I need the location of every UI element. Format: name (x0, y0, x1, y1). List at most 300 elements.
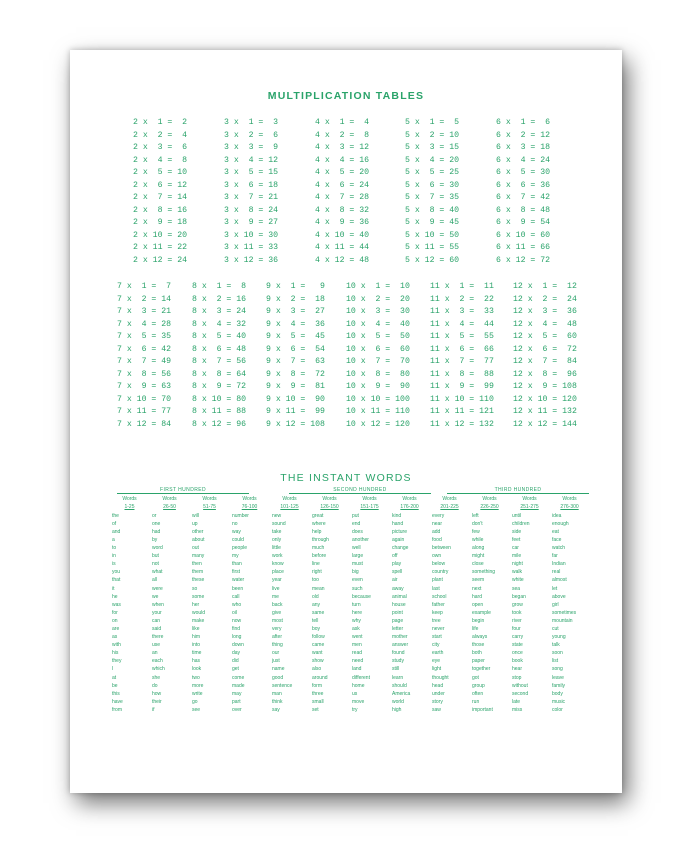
instant-word: enough (552, 520, 569, 527)
column-header: Words (402, 496, 417, 502)
worksheet-page (70, 50, 622, 793)
instant-word: end (352, 520, 361, 527)
multiplication-fact: 9 x 3 = 27 (266, 307, 325, 316)
multiplication-fact: 12 x 2 = 24 (513, 294, 577, 304)
instant-word: have (112, 698, 123, 705)
instant-word: saw (432, 706, 441, 713)
column-header: Words (202, 496, 217, 502)
multiplication-fact: 10 x 4 = 40 (346, 319, 410, 329)
instant-word: hand (392, 520, 404, 527)
instant-word: take (272, 528, 282, 535)
instant-word: put (352, 512, 359, 519)
multiplication-fact: 10 x 5 = 50 (346, 332, 410, 341)
column-range: 201-225 (440, 504, 459, 511)
instant-word: most (272, 617, 283, 624)
multiplication-fact: 12 x 4 = 48 (513, 319, 577, 329)
multiplication-fact: 5 x 2 = 10 (405, 130, 460, 140)
instant-word: live (272, 585, 280, 592)
word-column-176-200 (390, 495, 429, 714)
multiplication-fact: 10 x 2 = 20 (346, 294, 410, 304)
instant-word: between (432, 545, 451, 552)
multiplication-fact: 7 x 4 = 28 (117, 319, 172, 329)
multiplication-fact: 12 x 1 = 12 (513, 282, 577, 291)
times-table-5 (405, 117, 459, 267)
instant-word: back (272, 601, 283, 608)
instant-word: keep (432, 609, 443, 616)
instant-word: can (152, 617, 161, 624)
multiplication-fact: 3 x 1 = 3 (224, 118, 279, 127)
instant-word: be (112, 682, 118, 689)
times-table-10 (346, 281, 410, 431)
instant-word: get (232, 666, 239, 673)
instant-word: was (112, 601, 121, 608)
multiplication-fact: 10 x 1 = 10 (346, 282, 410, 291)
instant-word: that (112, 577, 121, 584)
instant-word: late (512, 698, 521, 705)
instant-word: don't (472, 520, 483, 527)
multiplication-fact: 7 x 9 = 63 (117, 382, 172, 391)
instant-word: learn (392, 674, 404, 681)
instant-word: line (312, 561, 320, 568)
multiplication-fact: 6 x 7 = 42 (496, 193, 551, 202)
multiplication-fact: 10 x 3 = 30 (346, 307, 410, 316)
instant-word: part (232, 698, 241, 705)
instant-word: like (192, 626, 200, 632)
instant-word: letter (392, 626, 404, 632)
instant-word: group (472, 682, 485, 689)
multiplication-fact: 4 x 6 = 24 (315, 180, 370, 190)
instant-word: thought (432, 674, 449, 681)
word-column-76-100 (230, 495, 269, 714)
instant-word: answer (392, 642, 409, 649)
multiplication-fact: 10 x 11 = 110 (346, 407, 410, 416)
multiplication-fact: 3 x 10 = 30 (224, 230, 279, 240)
multiplication-fact: 11 x 9 = 99 (430, 382, 494, 391)
instant-word: my (232, 553, 239, 560)
multiplication-fact: 12 x 6 = 72 (513, 344, 577, 354)
times-table-12 (513, 281, 577, 431)
instant-word: change (392, 545, 409, 552)
instant-word: by (152, 536, 158, 543)
word-column-126-150 (310, 495, 349, 714)
instant-word: far (552, 553, 558, 560)
column-header: Words (522, 496, 537, 502)
instant-word: talk (552, 642, 560, 649)
instant-word: air (392, 577, 398, 584)
instant-word: house (392, 601, 406, 608)
instant-word: so (192, 585, 198, 592)
instant-word: last (432, 585, 440, 592)
instant-word: girl (552, 601, 559, 608)
instant-word: this (112, 690, 120, 697)
instant-word: together (472, 666, 491, 673)
multiplication-fact: 5 x 7 = 35 (405, 193, 460, 202)
multiplication-fact: 11 x 4 = 44 (430, 319, 494, 329)
multiplication-fact: 2 x 6 = 12 (133, 180, 188, 190)
instant-word: me (272, 593, 279, 600)
instant-word: point (392, 609, 403, 616)
instant-word: through (312, 536, 329, 543)
multiplication-fact: 9 x 11 = 99 (266, 407, 325, 416)
instant-word: those (472, 642, 485, 649)
multiplication-fact: 7 x 2 = 14 (117, 294, 172, 304)
column-header: Words (162, 496, 177, 502)
multiplication-fact: 10 x 9 = 90 (346, 382, 410, 391)
instant-word: who (232, 601, 242, 608)
multiplication-fact: 4 x 8 = 32 (315, 205, 370, 215)
instant-word: old (312, 593, 319, 600)
instant-word: oil (232, 609, 238, 616)
multiplication-fact: 6 x 2 = 12 (496, 130, 551, 140)
instant-word: to (112, 545, 117, 552)
instant-word: did (232, 658, 239, 665)
instant-word: find (232, 626, 241, 632)
instant-word: water (232, 577, 245, 584)
instant-word: also (312, 666, 322, 673)
instant-word: again (392, 536, 405, 543)
instant-word: young (552, 634, 566, 641)
word-column-51-75 (190, 495, 229, 714)
instant-word: walk (512, 569, 523, 576)
times-table-3 (224, 117, 278, 267)
instant-word: form (312, 682, 322, 689)
instant-word: after (272, 634, 283, 641)
instant-word: she (152, 674, 161, 681)
instant-word: sentence (272, 682, 293, 689)
instant-word: head (432, 682, 444, 689)
instant-word: own (432, 553, 442, 560)
instant-word: make (192, 617, 205, 624)
instant-word: same (312, 609, 325, 616)
multiplication-fact: 8 x 10 = 80 (192, 394, 247, 404)
instant-word: place (272, 569, 284, 576)
column-header: Words (482, 496, 497, 502)
multiplication-fact: 4 x 9 = 36 (315, 218, 370, 227)
instant-word: America (392, 690, 411, 697)
multiplication-fact: 8 x 6 = 48 (192, 344, 247, 354)
multiplication-fact: 8 x 11 = 88 (192, 407, 247, 416)
instant-word: good (272, 674, 284, 681)
multiplication-fact: 12 x 10 = 120 (513, 394, 577, 404)
instant-word: grow (512, 601, 523, 608)
instant-word: idea (552, 512, 562, 519)
instant-word: left (472, 512, 479, 519)
instant-word: about (192, 536, 205, 543)
multiplication-fact: 3 x 8 = 24 (224, 205, 279, 215)
instant-word: into (192, 642, 201, 649)
instant-word: look (192, 666, 202, 673)
multiplication-fact: 2 x 2 = 4 (133, 130, 188, 140)
instant-word: went (352, 634, 363, 641)
multiplication-fact: 8 x 1 = 8 (192, 282, 247, 291)
instant-word: our (272, 650, 280, 657)
multiplication-fact: 6 x 4 = 24 (496, 155, 551, 165)
multiplication-fact: 11 x 3 = 33 (430, 307, 494, 316)
instant-word: eye (432, 658, 441, 665)
instant-word: had (152, 528, 161, 535)
multiplication-fact: 5 x 10 = 50 (405, 230, 460, 240)
instant-word: got (472, 674, 479, 681)
instant-word: need (352, 658, 364, 665)
multiplication-fact: 10 x 10 = 100 (346, 394, 410, 404)
instant-word: I (112, 666, 114, 673)
instant-word: page (392, 617, 404, 624)
instant-word: not (152, 561, 159, 568)
instant-word: three (312, 690, 324, 697)
instant-word: their (152, 698, 162, 705)
instant-word: book (512, 658, 523, 665)
instant-word: and (112, 528, 121, 535)
multiplication-fact: 4 x 7 = 28 (315, 193, 370, 202)
multiplication-title: MULTIPLICATION TABLES (267, 90, 425, 102)
instant-word: man (272, 690, 282, 697)
instant-word: ask (352, 626, 360, 632)
instant-word: must (352, 561, 363, 568)
instant-word: let (552, 585, 558, 592)
instant-word: at (112, 674, 117, 681)
multiplication-fact: 9 x 5 = 45 (266, 332, 325, 341)
instant-word: real (552, 569, 561, 576)
multiplication-fact: 5 x 11 = 55 (405, 243, 460, 252)
instant-word: life (472, 626, 479, 632)
instant-word: do (152, 682, 158, 689)
instant-word: father (432, 601, 445, 608)
word-column-1-25 (110, 495, 149, 714)
group-label-third-hundred: THIRD HUNDRED (494, 487, 542, 493)
instant-word: write (192, 690, 203, 697)
instant-word: why (352, 617, 361, 624)
multiplication-fact: 7 x 6 = 42 (117, 344, 172, 354)
instant-word: kind (392, 512, 402, 519)
instant-word: or (152, 512, 157, 519)
multiplication-fact: 4 x 10 = 40 (315, 230, 370, 240)
word-column-226-250 (470, 495, 509, 714)
column-range: 276-300 (560, 504, 579, 511)
multiplication-fact: 7 x 3 = 21 (117, 307, 172, 316)
multiplication-fact: 10 x 12 = 120 (346, 419, 410, 429)
instant-word: often (472, 690, 484, 697)
multiplication-fact: 9 x 2 = 18 (266, 294, 325, 304)
times-table-9 (266, 281, 325, 431)
multiplication-fact: 9 x 8 = 72 (266, 369, 325, 379)
instant-word: show (312, 658, 324, 665)
instant-word: important (472, 706, 493, 713)
instant-word: mean (312, 585, 325, 592)
multiplication-fact: 2 x 3 = 6 (133, 143, 188, 152)
instant-word: first (232, 569, 241, 576)
multiplication-fact: 9 x 10 = 90 (266, 394, 325, 404)
instant-word: came (312, 642, 325, 649)
instant-word: mile (512, 553, 522, 560)
multiplication-fact: 2 x 8 = 16 (133, 205, 188, 215)
multiplication-fact: 5 x 9 = 45 (405, 218, 460, 227)
multiplication-fact: 8 x 2 = 16 (192, 294, 247, 304)
instant-word: which (152, 666, 165, 673)
multiplication-fact: 5 x 4 = 20 (405, 155, 460, 165)
instant-word: use (152, 642, 161, 649)
multiplication-fact: 5 x 3 = 15 (405, 143, 460, 152)
instant-word: small (312, 698, 324, 705)
instant-word: will (192, 512, 199, 519)
column-header: Words (122, 496, 137, 502)
instant-word: all (152, 577, 158, 584)
instant-word: where (312, 520, 326, 527)
instant-word: found (392, 650, 405, 657)
instant-word: body (552, 690, 563, 697)
instant-word: you (112, 569, 121, 576)
instant-word: watch (552, 545, 566, 552)
instant-word: a (112, 536, 115, 543)
instant-word: if (152, 706, 155, 713)
instant-word: it (112, 585, 115, 592)
instant-word: word (152, 545, 163, 552)
group-label-second-hundred: SECOND HUNDRED (333, 487, 387, 493)
times-table-7 (117, 281, 171, 431)
instant-word: while (472, 536, 484, 543)
instant-word: him (192, 634, 201, 641)
instant-word: city (432, 642, 440, 649)
instant-word: along (472, 545, 485, 552)
instant-word: without (512, 682, 528, 689)
multiplication-fact: 5 x 12 = 60 (405, 255, 460, 265)
instant-word: big (352, 569, 359, 576)
instant-word: began (512, 593, 526, 600)
multiplication-fact: 3 x 5 = 15 (224, 168, 279, 177)
word-column-251-275 (510, 495, 549, 714)
instant-word: until (512, 512, 522, 519)
instant-word: thing (272, 642, 283, 649)
instant-word: tell (312, 617, 319, 624)
instant-word: mountain (552, 617, 573, 624)
multiplication-fact: 2 x 4 = 8 (133, 155, 188, 165)
times-table-4 (315, 117, 369, 267)
multiplication-fact: 9 x 7 = 63 (266, 357, 325, 366)
instant-word: great (312, 512, 324, 519)
instant-word: picture (392, 528, 408, 535)
instant-word: men (352, 642, 362, 649)
instant-word: stop (512, 674, 522, 681)
instant-word: right (312, 569, 322, 576)
instant-word: should (392, 682, 407, 689)
instant-word: near (432, 520, 443, 527)
multiplication-fact: 7 x 11 = 77 (117, 407, 172, 416)
column-range: 76-100 (241, 504, 258, 511)
instant-word: sometimes (552, 609, 577, 616)
instant-word: leave (552, 674, 564, 681)
multiplication-fact: 5 x 8 = 40 (405, 205, 460, 215)
instant-word: any (312, 601, 321, 608)
instant-word: follow (312, 634, 325, 641)
instant-word: four (512, 626, 521, 632)
word-column-201-225 (430, 495, 469, 714)
instant-word: said (152, 626, 162, 632)
instant-word: only (272, 536, 282, 543)
instant-word: above (552, 593, 566, 600)
instant-word: because (352, 593, 371, 600)
instant-word: children (512, 520, 530, 527)
multiplication-fact: 10 x 8 = 80 (346, 369, 410, 379)
word-column-26-50 (150, 495, 189, 714)
instant-word: river (512, 617, 522, 624)
group-divider-first (117, 493, 249, 494)
instant-word: even (352, 577, 363, 584)
instant-word: number (232, 512, 249, 519)
column-range: 126-150 (320, 504, 339, 511)
instant-word: were (152, 585, 163, 592)
instant-word: study (392, 658, 404, 665)
instant-word: eat (552, 528, 559, 535)
multiplication-fact: 11 x 8 = 88 (430, 369, 494, 379)
instant-word: sound (272, 520, 286, 527)
instant-word: too (312, 577, 319, 584)
instant-word: then (192, 561, 202, 568)
instant-word: over (232, 706, 242, 713)
instant-word: he (112, 593, 118, 600)
word-column-276-300 (550, 495, 589, 714)
instant-word: color (552, 706, 563, 713)
instant-word: up (192, 520, 198, 527)
instant-word: once (512, 650, 523, 657)
multiplication-fact: 12 x 12 = 144 (513, 419, 577, 429)
instant-word: here (352, 609, 363, 616)
multiplication-fact: 11 x 11 = 121 (430, 407, 494, 416)
multiplication-fact: 10 x 6 = 60 (346, 344, 410, 354)
instant-word: sea (512, 585, 521, 592)
instant-word: run (472, 698, 480, 705)
multiplication-fact: 11 x 1 = 11 (430, 282, 494, 291)
instant-word: just (272, 658, 280, 665)
instant-word: know (272, 561, 284, 568)
multiplication-fact: 6 x 6 = 36 (496, 180, 551, 190)
instant-word: very (272, 626, 282, 632)
multiplication-fact: 9 x 4 = 36 (266, 319, 325, 329)
instant-word: around (312, 674, 328, 681)
instant-word: something (472, 569, 496, 576)
instant-word: light (432, 666, 442, 673)
instant-word: come (232, 674, 245, 681)
instant-word: say (272, 706, 280, 713)
multiplication-fact: 3 x 6 = 18 (224, 180, 279, 190)
instant-word: begin (472, 617, 485, 624)
instant-word: time (192, 650, 202, 657)
multiplication-fact: 4 x 3 = 12 (315, 143, 370, 152)
multiplication-fact: 6 x 3 = 18 (496, 143, 551, 152)
multiplication-fact: 8 x 7 = 56 (192, 357, 247, 366)
column-header: Words (442, 496, 457, 502)
column-header: Words (562, 496, 577, 502)
instant-word: Indian (552, 561, 566, 568)
multiplication-fact: 7 x 12 = 84 (117, 419, 172, 429)
multiplication-fact: 2 x 5 = 10 (133, 168, 188, 177)
word-column-151-175 (350, 495, 389, 714)
multiplication-fact: 12 x 3 = 36 (513, 307, 577, 316)
multiplication-fact: 9 x 9 = 81 (266, 382, 325, 391)
instant-word: large (352, 553, 364, 560)
multiplication-fact: 12 x 5 = 60 (513, 332, 577, 341)
instant-word: below (432, 561, 446, 568)
instant-words-title: THE INSTANT WORDS (280, 472, 412, 484)
instant-word: two (192, 674, 200, 681)
multiplication-fact: 3 x 3 = 9 (224, 143, 279, 152)
multiplication-fact: 3 x 7 = 21 (224, 193, 279, 202)
instant-word: spell (392, 569, 403, 576)
multiplication-fact: 8 x 12 = 96 (192, 419, 247, 429)
multiplication-fact: 7 x 7 = 49 (117, 357, 172, 366)
instant-word: help (312, 528, 322, 535)
instant-word: for (112, 609, 118, 616)
instant-word: start (432, 634, 442, 641)
times-table-2 (133, 117, 187, 267)
